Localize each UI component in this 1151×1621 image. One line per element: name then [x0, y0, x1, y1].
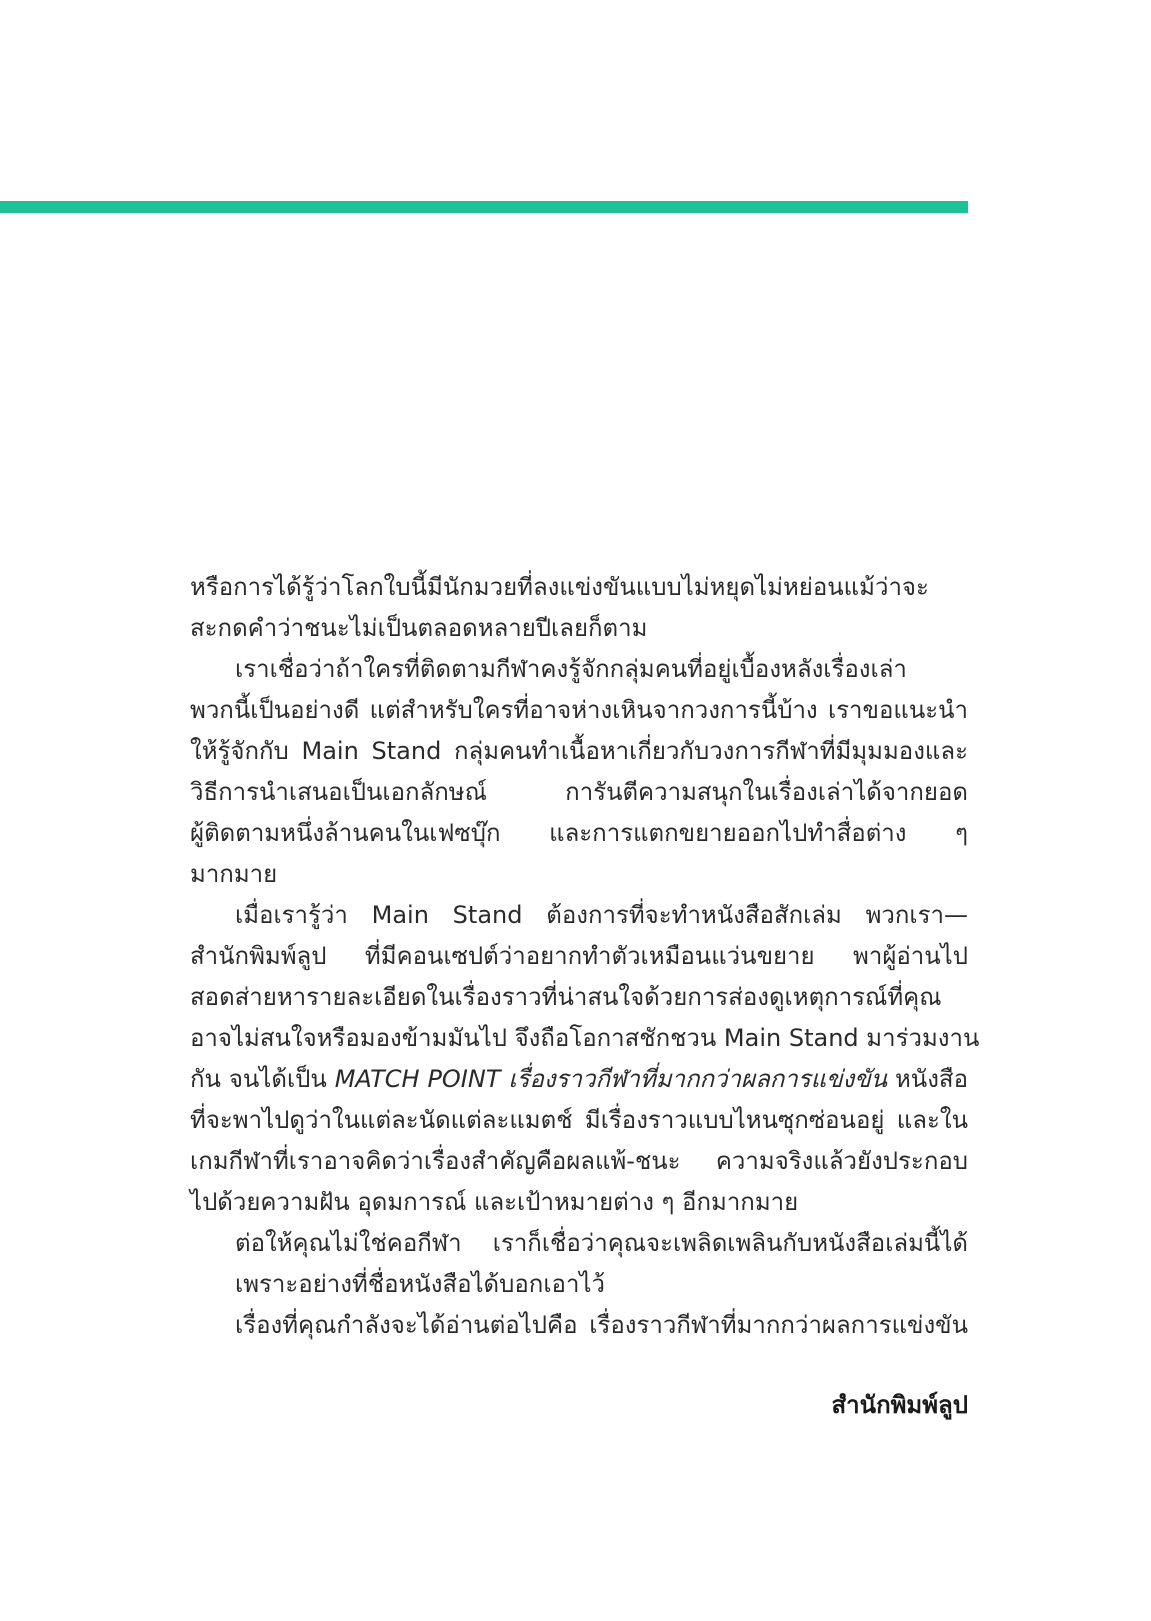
text-line: สอดส่ายหารายละเอียดในเรื่องราวที่น่าสนใจด้วยการส่องดูเหตุการณ์ที่คุณ	[190, 983, 942, 1011]
text-line: ให้รู้จักกับ Main Stand กลุ่มคนทำเนื้อหาเกี่ยวกับวงการกีฬาที่มีมุมมองและ	[190, 737, 968, 765]
text-line: วิธีการนำเสนอเป็นเอกลักษณ์ การันตีความสนุกในเรื่องเล่าได้จากยอด	[190, 778, 968, 806]
paragraph	[190, 567, 968, 649]
text-line-with-book-title	[190, 1059, 968, 1100]
text-line: สะกดคำว่าชนะไม่เป็นตลอดหลายปีเลยก็ตาม	[190, 614, 648, 642]
text-line: ที่จะพาไปดูว่าในแต่ละนัดแต่ละแมตช์ มีเรื่องราวแบบไหนซุกซ่อนอยู่ และใน	[190, 1106, 968, 1134]
body-text	[190, 567, 980, 1346]
text-line: เมื่อเรารู้ว่า Main Stand ต้องการที่จะทำหนังสือสักเล่ม พวกเรา—	[235, 901, 968, 929]
text-segment: กัน จนได้เป็น	[190, 1065, 335, 1093]
paragraph	[190, 895, 980, 1223]
text-line: เรื่องที่คุณกำลังจะได้อ่านต่อไปคือ เรื่องราวกีฬาที่มากกว่าผลการแข่งขัน	[235, 1311, 968, 1339]
text-line: หรือการได้รู้ว่าโลกใบนี้มีนักมวยที่ลงแข่งขันแบบไม่หยุดไม่หย่อนแม้ว่าจะ	[190, 573, 929, 601]
text-line: เพราะอย่างที่ชื่อหนังสือได้บอกเอาไว้	[235, 1270, 605, 1298]
text-line: เกมกีฬาที่เราอาจคิดว่าเรื่องสำคัญคือผลแพ้-ชนะ ความจริงแล้วยังประกอบ	[190, 1147, 968, 1175]
text-line: ต่อให้คุณไม่ใช่คอกีฬา เราก็เชื่อว่าคุณจะเพลิดเพลินกับหนังสือเล่มนี้ได้	[235, 1229, 968, 1257]
text-line: ไปด้วยความฝัน อุดมการณ์ และเป้าหมายต่าง ๆ อีกมากมาย	[190, 1188, 799, 1216]
book-title: MATCH POINT เรื่องราวกีฬาที่มากกว่าผลการแข่งขัน	[334, 1065, 888, 1093]
text-line: เราเชื่อว่าถ้าใครที่ติดตามกีฬาคงรู้จักกลุ่มคนที่อยู่เบื้องหลังเรื่องเล่า	[235, 655, 907, 683]
text-line: สำนักพิมพ์ลูป ที่มีคอนเซปต์ว่าอยากทำตัวเหมือนแว่นขยาย พาผู้อ่านไป	[190, 942, 968, 970]
text-line: ผู้ติดตามหนึ่งล้านคนในเฟซบุ๊ก และการแตกขยายออกไปทำสื่อต่าง ๆ	[190, 819, 968, 847]
text-line: อาจไม่สนใจหรือมองข้ามมันไป จึงถือโอกาสชักชวน Main Stand มาร่วมงาน	[190, 1024, 980, 1052]
text-line: พวกนี้เป็นอย่างดี แต่สำหรับใครที่อาจห่างเหินจากวงการนี้บ้าง เราขอแนะนำ	[190, 696, 968, 724]
accent-bar	[0, 201, 968, 213]
publisher-signature: สำนักพิมพ์ลูป	[831, 1391, 968, 1419]
text-line: มากมาย	[190, 860, 278, 888]
paragraph	[190, 649, 968, 895]
text-segment: หนังสือ	[887, 1065, 968, 1093]
paragraph	[190, 1223, 968, 1346]
